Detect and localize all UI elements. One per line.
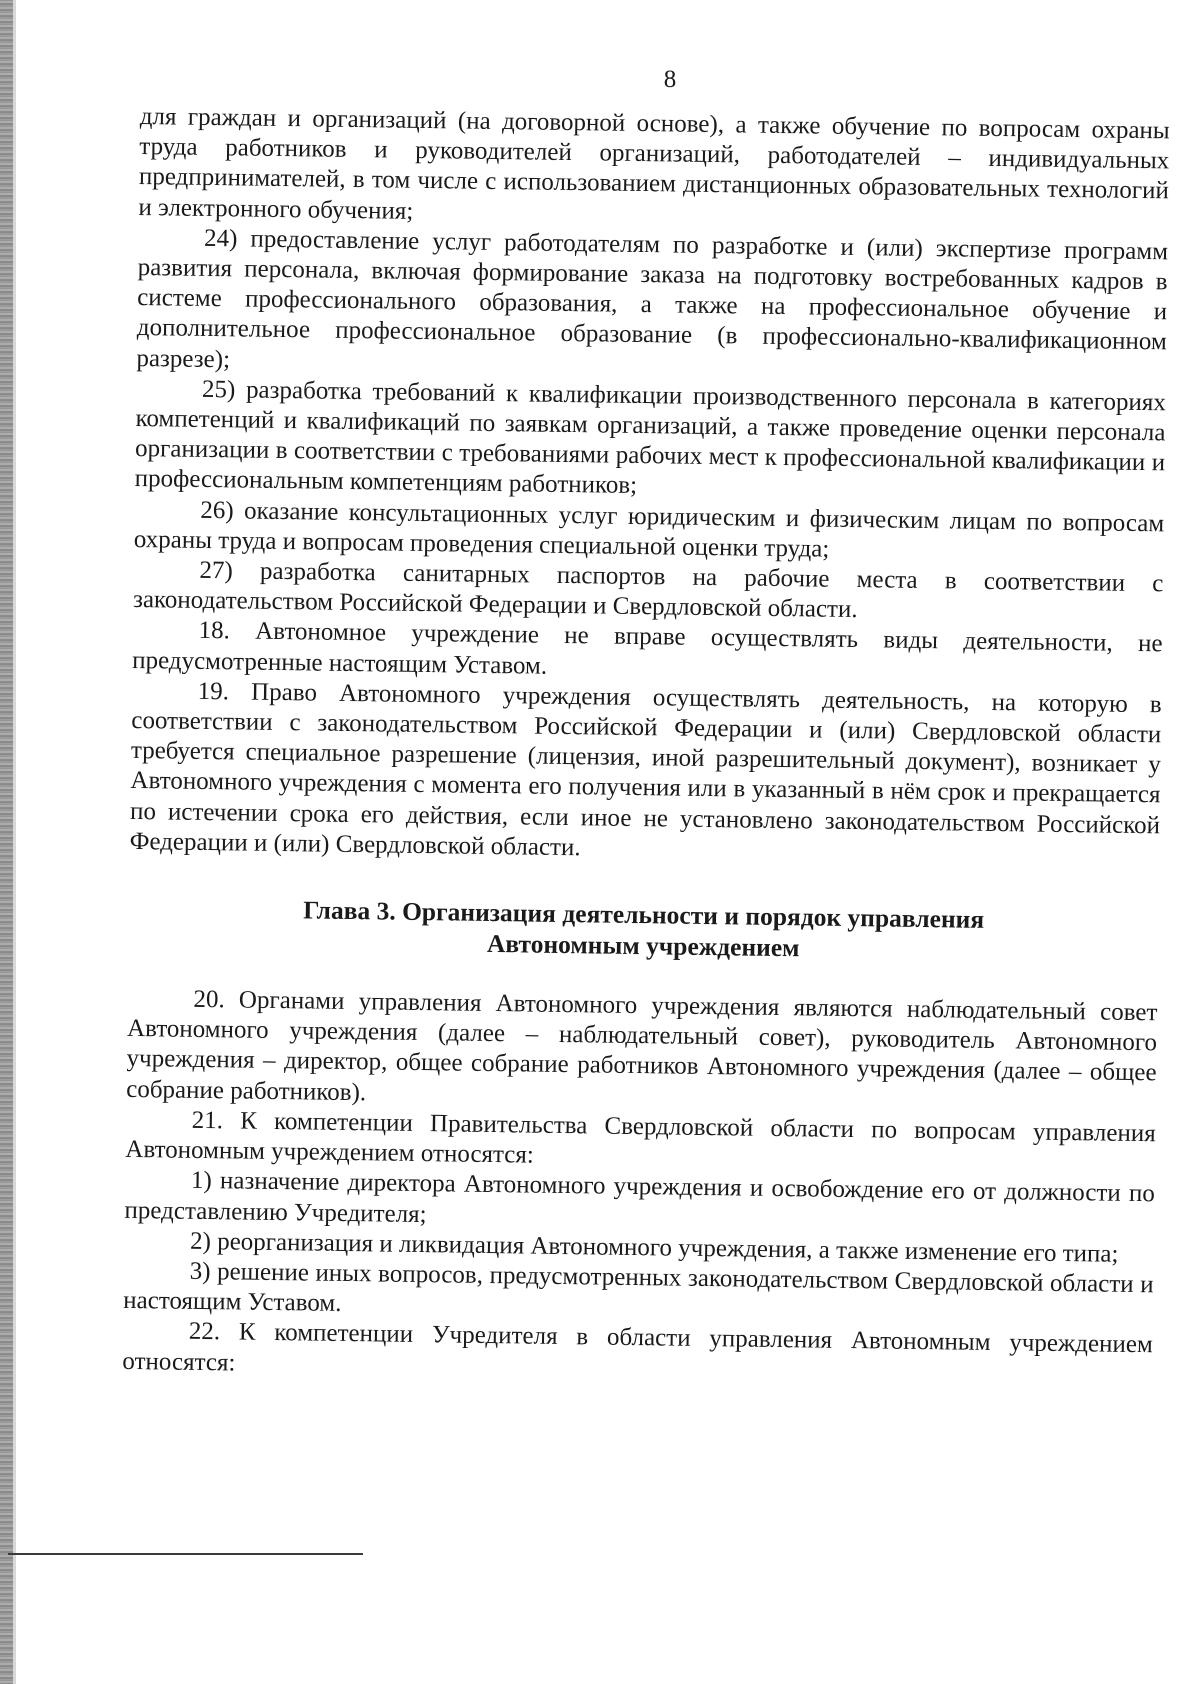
paragraph: 27) разработка санитарных паспортов на рабочие места в соответствии с законодательством Российской Федерации и Свердловской области. — [132, 556, 1164, 624]
footnote-divider — [8, 1553, 363, 1555]
paragraph: 24) предоставление услуг работодателям по разработке и (или) экспертизе программ развития персонала, включая формирование заказа на подготовку востребованных кадров в системе профессионального образования, а также на профессиональное обучение и дополнительное профессиональное образование (в профессионально-квалификационном разрезе); — [136, 224, 1169, 373]
paragraphs-after-heading — [122, 984, 1157, 1391]
page-number: 8 — [663, 66, 677, 93]
paragraph: 2) реорганизация и ликвидация Автономного учреждения, а также изменение его типа; — [189, 1227, 1119, 1268]
paragraph: 19. Право Автономного учреждения осуществлять деятельность, на которую в соответствии с законодательством Российской Федерации и (или) Свердловской области требуется специальное разрешение (лицензия, иной разрешительный документ), возникает у Автономного учреждения с момента его получения или в указанный в нём срок и прекращается по истечении срока его действия, если иное не установлено законодательством Российской Федерации и (или) Свердловской области. — [129, 677, 1162, 862]
paragraph: 26) оказание консультационных услуг юридическим и физическим лицам по вопросам охраны труда и вопросам проведения специальной оценки труда; — [133, 496, 1165, 563]
scan-edge-shadow — [13, 0, 16, 1684]
chapter-heading-line: Глава 3. Организация деятельности и порядок управления — [303, 895, 985, 934]
paragraph: для граждан и организаций (на договорной основе), а также обучение по вопросам охраны труда работников и руководителей организаций, работодателей – индивидуальных предпринимателей, в том числе с использованием дистанционных образовательных технологий и электронного обучения; — [138, 102, 1170, 225]
paragraphs-before-heading — [129, 102, 1169, 871]
chapter-heading-line: Автономным учреждением — [486, 929, 800, 963]
chapter-heading — [128, 892, 1159, 968]
paragraph: 3) решение иных вопросов, предусмотренных законодательством Свердловской области и настоящим Уставом. — [123, 1257, 1154, 1318]
paragraph: 20. Органами управления Автономного учреждения являются наблюдательный совет Автономного учреждения (далее – наблюдательный совет), руководитель Автономного учреждения – директор, общее собрание работников Автономного учреждения (далее – общее собрание работников). — [126, 985, 1158, 1106]
paragraph: 22. К компетенции Учредителя в области управления Автономным учреждением относятся: — [122, 1318, 1153, 1376]
paragraph: 1) назначение директора Автономного учреждения и освобождение его от должности по представлению Учредителя; — [124, 1167, 1156, 1228]
paragraph: 25) разработка требований к квалификации производственного персонала в категориях компетенций и квалификаций по заявкам организаций, а также проведение оценки персонала организации в соответствии с требованиями рабочих мест к профессиональной квалификации и профессиональным компетенциям работников; — [134, 375, 1167, 500]
scan-edge — [0, 0, 13, 1684]
paragraph: 21. К компетенции Правительства Свердловской области по вопросам управления Автономным учреждением относятся: — [125, 1106, 1156, 1169]
paragraph: 18. Автономное учреждение не вправе осуществлять виды деятельности, не предусмотренные настоящим Уставом. — [132, 617, 1163, 680]
document-body — [122, 102, 1170, 1391]
